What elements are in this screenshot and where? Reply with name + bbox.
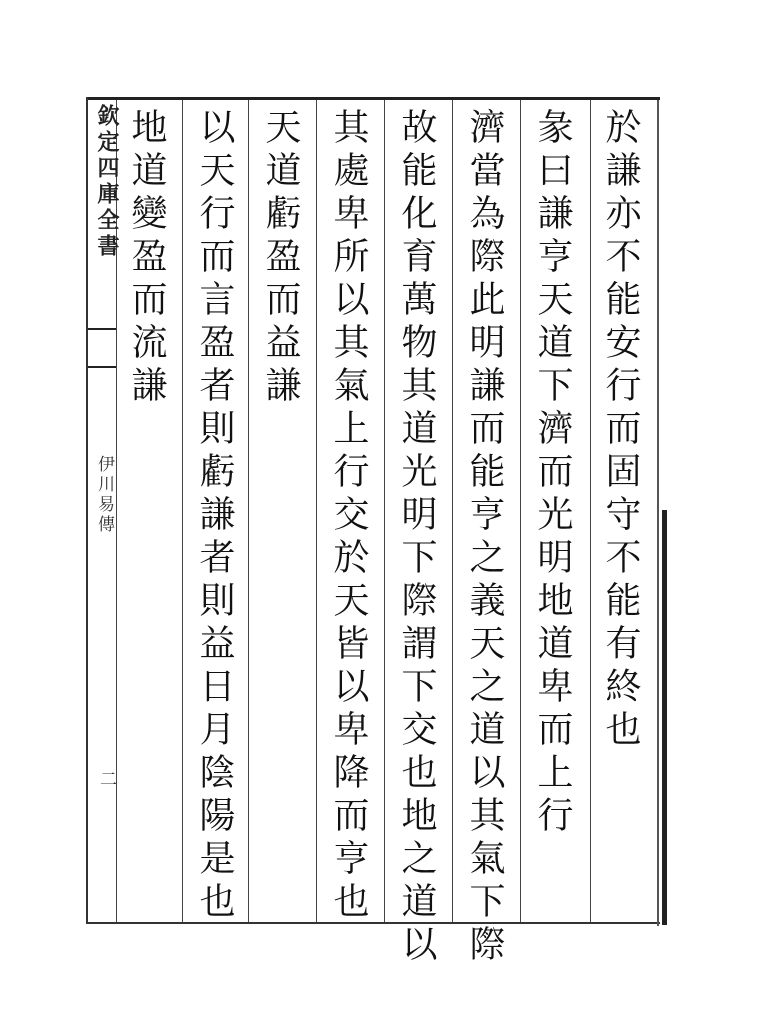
column-divider [316,100,317,922]
margin-title: 欽定四庫全書 [94,104,120,260]
frame-right-heavy-border [662,510,667,925]
text-column: 於謙亦不能安行而固守不能有終也 [600,108,641,753]
margin-book-name: 伊川易傳 [94,455,114,535]
frame-bottom-border [88,922,660,924]
frame-left-border [86,97,88,924]
text-column: 天道虧盈而益謙 [260,108,301,409]
text-column: 地道變盈而流謙 [126,108,167,409]
fishtail-mark [88,328,116,368]
frame-top-border [88,97,660,100]
text-column: 其處卑所以其氣上行交於天皆以卑降而亨也 [328,108,369,925]
frame-right-border [657,100,659,926]
column-divider [248,100,249,922]
text-column: 故能化育萬物其道光明下際謂下交也地之道以 [396,108,437,968]
column-divider [452,100,453,922]
column-divider [182,100,183,922]
text-column: 濟當為際此明謙而能亨之義天之道以其氣下際 [464,108,505,968]
text-column: 以天行而言盈者則虧謙者則益日月陰陽是也 [194,108,235,925]
text-column: 彖曰謙亨天道下濟而光明地道卑而上行 [532,108,573,839]
margin-page-number: 二 [96,770,116,787]
column-divider [384,100,385,922]
column-divider [590,100,591,922]
column-divider [520,100,521,922]
